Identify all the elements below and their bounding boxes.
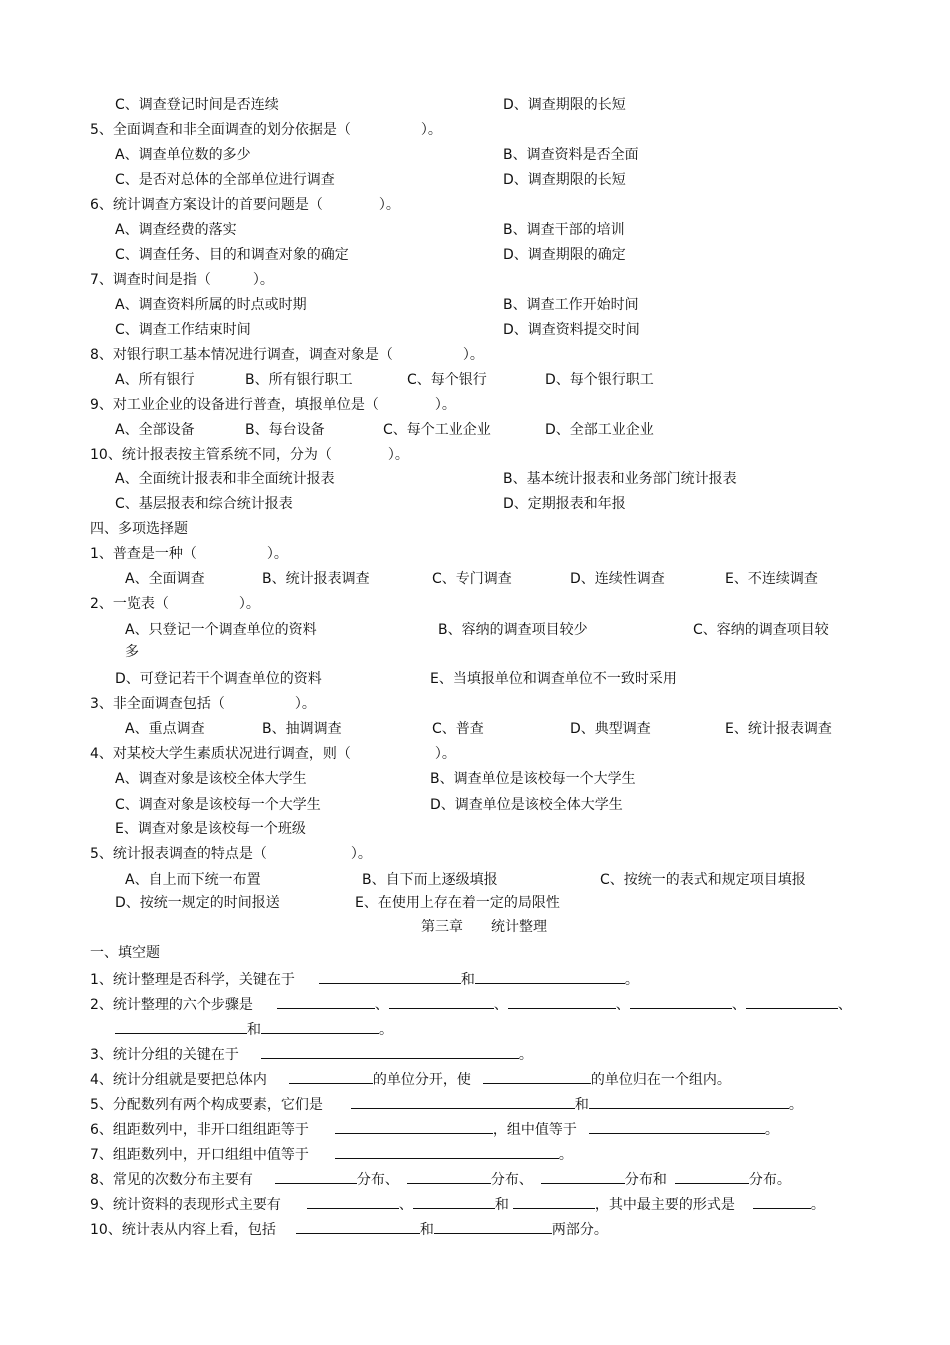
fill-question-1 [90,970,639,989]
answer-blank[interactable] [434,1220,552,1234]
answer-blank[interactable] [319,970,461,984]
option-q7-a: A、调查资料所属的时点或时期 [115,297,307,313]
question-text: 5、分配数列有两个构成要素，它们是 [90,1097,323,1113]
option-q8-a: A、所有银行 [115,372,195,388]
question-text: 的单位分开，使 [372,1072,471,1088]
question-text: 1、统计整理是否科学，关键在于 [90,972,295,988]
question-10: 10、统计报表按主管系统不同，分为（ ）。 [90,447,409,463]
mc-q5-a: A、自上而下统一布置 [125,872,261,888]
fill-question-10 [90,1220,608,1239]
mc-q3-e: E、统计报表调查 [725,721,832,737]
connector-text: 分布。 [748,1172,791,1188]
mc-question-2: 2、一览表（ ）。 [90,596,260,612]
question-text: ，其中最主要的形式是 [594,1197,735,1213]
option-q10-a: A、全面统计报表和非全面统计报表 [115,471,335,487]
punctuation: 。 [379,1022,393,1038]
answer-blank[interactable] [753,1195,811,1209]
answer-blank[interactable] [307,1195,399,1209]
answer-blank[interactable] [589,1095,789,1109]
mc-q1-d: D、连续性调查 [570,571,665,587]
option-q9-b: B、每台设备 [245,422,325,438]
answer-blank[interactable] [351,1095,575,1109]
connector-text: 和 [574,1097,589,1113]
mc-q5-e: E、在使用上存在着一定的局限性 [355,895,560,911]
option-q6-b: B、调查干部的培训 [503,222,625,238]
option-q7-c: C、调查工作结束时间 [115,322,251,338]
answer-blank[interactable] [675,1170,749,1184]
mc-q4-e: E、调查对象是该校每一个班级 [115,821,306,837]
mc-q4-d: D、调查单位是该校全体大学生 [430,797,623,813]
question-text: 9、统计资料的表现形式主要有 [90,1197,281,1213]
mc-question-3: 3、非全面调查包括（ ）。 [90,696,316,712]
fill-question-2-continued [115,1020,393,1039]
mc-q2-b: B、容纳的调查项目较少 [438,622,588,638]
question-text: 两部分。 [551,1222,608,1238]
option-q7-b: B、调查工作开始时间 [503,297,639,313]
option-q8-b: B、所有银行职工 [245,372,353,388]
option-q9-d: D、全部工业企业 [545,422,654,438]
mc-q5-b: B、自下而上逐级填报 [362,872,498,888]
option-q7-d: D、调查资料提交时间 [503,322,640,338]
connector-text: 和 [460,972,475,988]
question-6: 6、统计调查方案设计的首要问题是（ ）。 [90,197,400,213]
option-q5-a: A、调查单位数的多少 [115,147,251,163]
punctuation: 。 [764,1122,779,1138]
option-q6-a: A、调查经费的落实 [115,222,237,238]
punctuation: 。 [558,1147,573,1163]
answer-blank[interactable] [413,1195,495,1209]
option-q5-c: C、是否对总体的全部单位进行调查 [115,172,335,188]
mc-question-5: 5、统计报表调查的特点是（ ）。 [90,846,372,862]
answer-blank[interactable] [407,1170,491,1184]
option-q10-d: D、定期报表和年报 [503,496,626,512]
answer-blank[interactable] [335,1120,493,1134]
mc-q3-d: D、典型调查 [570,721,651,737]
option-q10-b: B、基本统计报表和业务部门统计报表 [503,471,737,487]
answer-blank[interactable] [296,1220,420,1234]
mc-q2-a: A、只登记一个调查单位的资料 [125,622,317,638]
fill-question-4 [90,1070,731,1089]
answer-blank[interactable] [261,1020,379,1034]
section-heading-multiple-choice: 四、多项选择题 [90,521,188,537]
fill-question-5 [90,1095,803,1114]
mc-q3-b: B、抽调调查 [262,721,342,737]
mc-q2-c: C、容纳的调查项目较 [693,622,829,638]
separator: 、 [374,997,389,1013]
answer-blank[interactable] [746,995,838,1009]
separator: 、 [731,997,746,1013]
punctuation: 。 [810,1197,825,1213]
question-text: 8、常见的次数分布主要有 [90,1172,253,1188]
answer-blank[interactable] [261,1045,519,1059]
connector-text: 和 [247,1022,261,1038]
punctuation: 。 [518,1047,533,1063]
connector-text: 分布和 [624,1172,667,1188]
answer-blank[interactable] [289,1070,373,1084]
mc-q4-b: B、调查单位是该校每一个大学生 [430,771,636,787]
answer-blank[interactable] [115,1020,247,1034]
mc-q1-b: B、统计报表调查 [262,571,370,587]
question-text: 的单位归在一个组内。 [590,1072,731,1088]
punctuation: 。 [788,1097,803,1113]
answer-blank[interactable] [513,1195,595,1209]
question-text: ，组中值等于 [492,1122,577,1138]
question-text: 6、组距数列中，非开口组组距等于 [90,1122,309,1138]
fill-question-9 [90,1195,825,1214]
fill-question-8 [90,1170,791,1189]
separator: 、 [398,1197,413,1213]
option-q9-a: A、全部设备 [115,422,195,438]
connector-text: 和 [419,1222,434,1238]
option-q8-d: D、每个银行职工 [545,372,654,388]
question-5: 5、全面调查和非全面调查的划分依据是（ ）。 [90,122,442,138]
mc-q5-d: D、按统一规定的时间报送 [115,895,280,911]
mc-q3-a: A、重点调查 [125,721,205,737]
answer-blank[interactable] [630,995,732,1009]
mc-question-4: 4、对某校大学生素质状况进行调查，则（ ）。 [90,746,456,762]
question-text: 2、统计整理的六个步骤是 [90,997,253,1013]
answer-blank[interactable] [275,1170,357,1184]
separator: 、 [493,997,508,1013]
answer-blank[interactable] [475,970,625,984]
answer-blank[interactable] [277,995,375,1009]
mc-q4-c: C、调查对象是该校每一个大学生 [115,797,321,813]
option-q8-c: C、每个银行 [407,372,487,388]
mc-q2-e: E、当填报单位和调查单位不一致时采用 [430,671,677,687]
option-q4-c: C、调查登记时间是否连续 [115,97,279,113]
mc-q1-c: C、专门调查 [432,571,512,587]
question-text: 10、统计表从内容上看，包括 [90,1222,276,1238]
fill-question-2 [90,995,852,1014]
option-q6-c: C、调查任务、目的和调查对象的确定 [115,247,349,263]
question-8: 8、对银行职工基本情况进行调查，调查对象是（ ）。 [90,347,484,363]
section-heading-fill-in: 一、填空题 [90,945,160,961]
option-q6-d: D、调查期限的确定 [503,247,626,263]
question-7: 7、调查时间是指（ ）。 [90,272,274,288]
mc-q3-c: C、普查 [432,721,484,737]
answer-blank[interactable] [541,1170,625,1184]
answer-blank[interactable] [483,1070,591,1084]
connector-text: 分布、 [356,1172,399,1188]
mc-q1-a: A、全面调查 [125,571,205,587]
separator: 、 [615,997,630,1013]
option-q5-b: B、调查资料是否全面 [503,147,639,163]
question-text: 7、组距数列中，开口组组中值等于 [90,1147,309,1163]
option-q9-c: C、每个工业企业 [383,422,491,438]
chapter-title: 第三章 统计整理 [421,919,547,935]
option-q4-d: D、调查期限的长短 [503,97,626,113]
fill-question-3 [90,1045,533,1064]
connector-text: 分布、 [490,1172,533,1188]
punctuation: 。 [624,972,639,988]
option-q5-d: D、调查期限的长短 [503,172,626,188]
mc-q2-d: D、可登记若干个调查单位的资料 [115,671,322,687]
answer-blank[interactable] [589,1120,765,1134]
fill-question-6 [90,1120,779,1139]
question-text: 3、统计分组的关键在于 [90,1047,239,1063]
question-9: 9、对工业企业的设备进行普查，填报单位是（ ）。 [90,397,456,413]
answer-blank[interactable] [389,995,494,1009]
option-q10-c: C、基层报表和综合统计报表 [115,496,293,512]
question-text: 4、统计分组就是要把总体内 [90,1072,267,1088]
mc-q5-c: C、按统一的表式和规定项目填报 [600,872,806,888]
mc-q2-c-continued: 多 [125,644,139,660]
mc-question-1: 1、普查是一种（ ）。 [90,546,288,562]
mc-q1-e: E、不连续调查 [725,571,818,587]
fill-question-7 [90,1145,573,1164]
mc-q4-a: A、调查对象是该校全体大学生 [115,771,307,787]
separator: 、 [837,997,852,1013]
connector-text: 和 [494,1197,509,1213]
answer-blank[interactable] [508,995,616,1009]
answer-blank[interactable] [335,1145,559,1159]
